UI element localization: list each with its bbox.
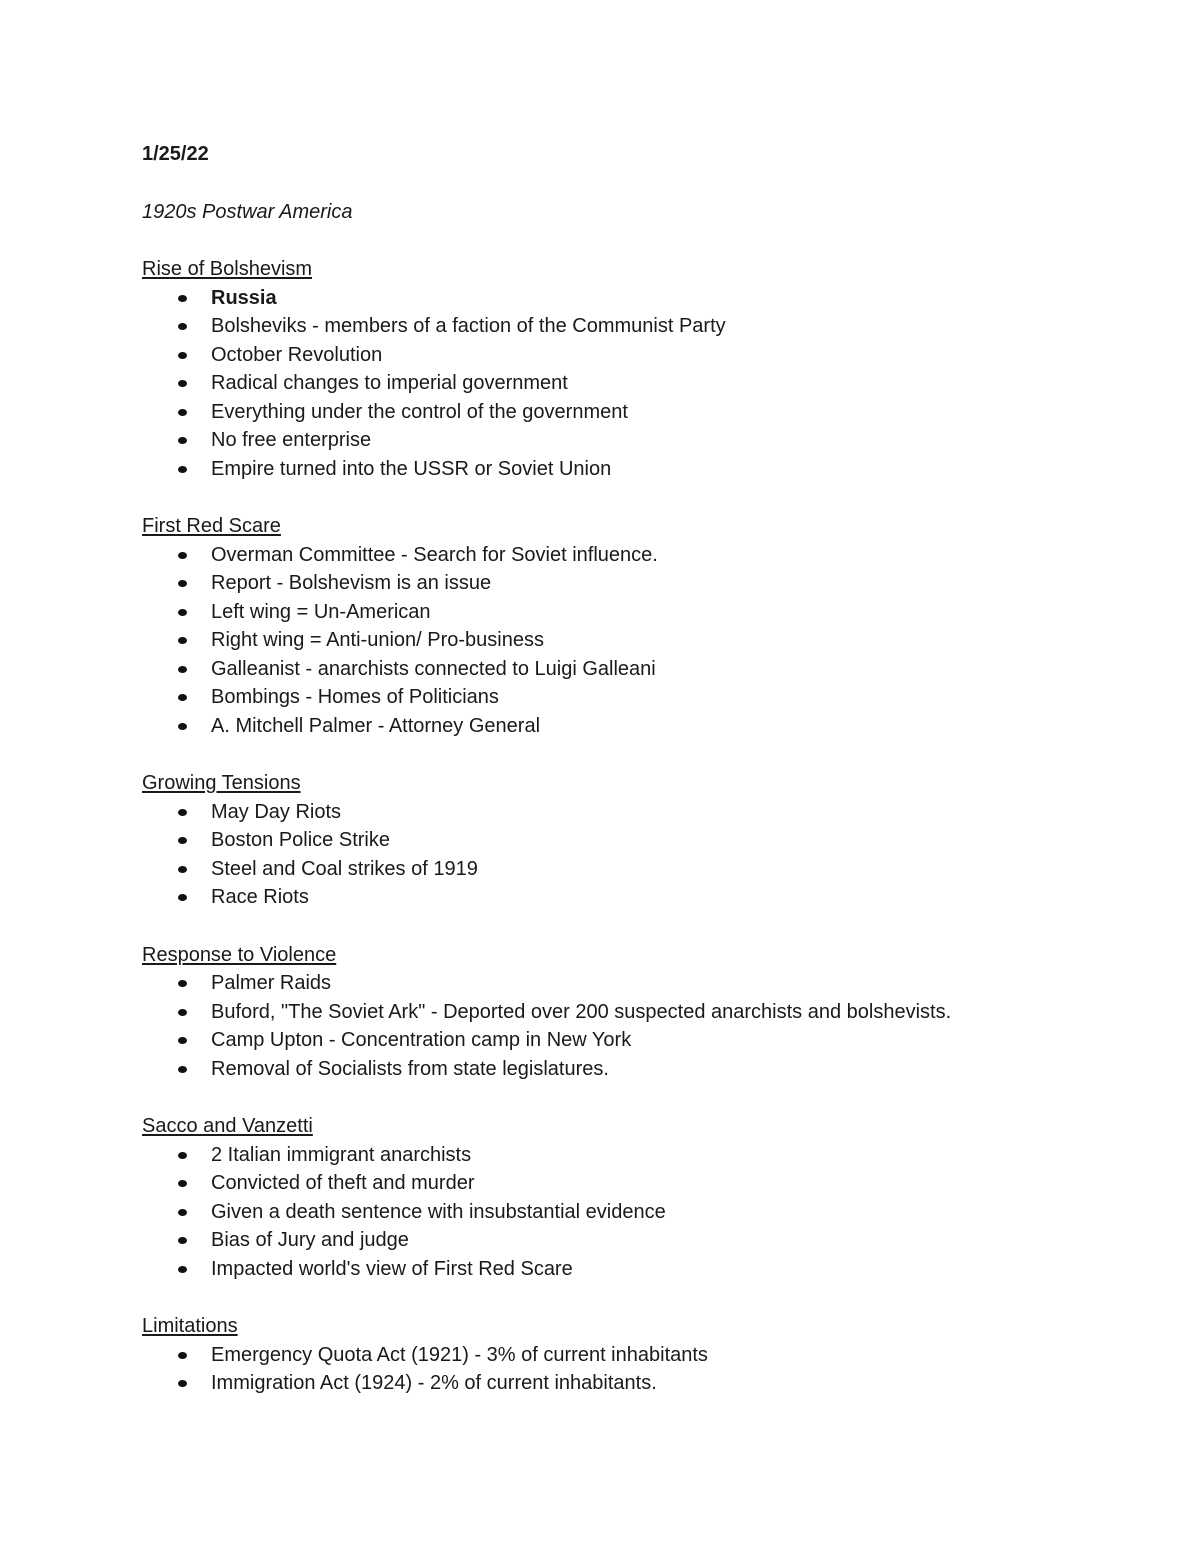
list-item: Galleanist - anarchists connected to Luigi Galleani: [142, 655, 1122, 684]
bullet-icon: [178, 609, 187, 616]
bullet-icon: [178, 1237, 187, 1244]
bullet-list: [142, 798, 1122, 912]
list-item: Immigration Act (1924) - 2% of current inhabitants.: [142, 1369, 1122, 1398]
list-item: A. Mitchell Palmer - Attorney General: [142, 712, 1122, 741]
bullet-icon: [178, 466, 187, 473]
bullet-list: [142, 969, 1122, 1083]
bullet-icon: [178, 352, 187, 359]
list-item: Buford, "The Soviet Ark" - Deported over 200 suspected anarchists and bolshevists.: [142, 998, 1122, 1027]
list-item: Everything under the control of the government: [142, 398, 1122, 427]
list-item: Overman Committee - Search for Soviet influence.: [142, 541, 1122, 570]
section-limitations: [142, 1312, 1122, 1398]
list-item: Impacted world's view of First Red Scare: [142, 1255, 1122, 1284]
list-item: Right wing = Anti-union/ Pro-business: [142, 626, 1122, 655]
section-heading: First Red Scare: [142, 515, 281, 537]
bullet-icon: [178, 552, 187, 559]
list-item: No free enterprise: [142, 426, 1122, 455]
section-response-to-violence: [142, 941, 1122, 1084]
bullet-icon: [178, 580, 187, 587]
bullet-icon: [178, 1209, 187, 1216]
section-heading: Growing Tensions: [142, 772, 301, 794]
list-item: Report - Bolshevism is an issue: [142, 569, 1122, 598]
bullet-list: [142, 541, 1122, 741]
list-item: Bombings - Homes of Politicians: [142, 683, 1122, 712]
list-item: Radical changes to imperial government: [142, 369, 1122, 398]
bullet-icon: [178, 409, 187, 416]
section-heading: Sacco and Vanzetti: [142, 1115, 313, 1137]
list-item: Left wing = Un-American: [142, 598, 1122, 627]
bullet-icon: [178, 295, 187, 302]
list-item: Steel and Coal strikes of 1919: [142, 855, 1122, 884]
list-item: Emergency Quota Act (1921) - 3% of current inhabitants: [142, 1341, 1122, 1370]
list-item: Convicted of theft and murder: [142, 1169, 1122, 1198]
bullet-icon: [178, 1180, 187, 1187]
list-item: May Day Riots: [142, 798, 1122, 827]
list-item: Palmer Raids: [142, 969, 1122, 998]
bullet-icon: [178, 637, 187, 644]
list-item: Given a death sentence with insubstantial evidence: [142, 1198, 1122, 1227]
bullet-icon: [178, 1009, 187, 1016]
list-item: Race Riots: [142, 883, 1122, 912]
bullet-icon: [178, 1152, 187, 1159]
note-title: 1920s Postwar America: [142, 201, 353, 223]
bullet-list: [142, 284, 1122, 484]
bullet-icon: [178, 837, 187, 844]
section-sacco-and-vanzetti: [142, 1112, 1122, 1283]
list-item: Boston Police Strike: [142, 826, 1122, 855]
bullet-icon: [178, 694, 187, 701]
bullet-list: [142, 1141, 1122, 1284]
bullet-icon: [178, 809, 187, 816]
bullet-icon: [178, 866, 187, 873]
bullet-icon: [178, 666, 187, 673]
list-item: Bias of Jury and judge: [142, 1226, 1122, 1255]
section-growing-tensions: [142, 769, 1122, 912]
bullet-icon: [178, 1266, 187, 1273]
list-item: October Revolution: [142, 341, 1122, 370]
bullet-list: [142, 1341, 1122, 1398]
bullet-icon: [178, 723, 187, 730]
list-item: Bolsheviks - members of a faction of the Communist Party: [142, 312, 1122, 341]
section-first-red-scare: [142, 512, 1122, 740]
bullet-icon: [178, 1066, 187, 1073]
bullet-icon: [178, 1380, 187, 1387]
list-item: Removal of Socialists from state legislatures.: [142, 1055, 1122, 1084]
bullet-icon: [178, 437, 187, 444]
bullet-icon: [178, 1037, 187, 1044]
list-item: 2 Italian immigrant anarchists: [142, 1141, 1122, 1170]
bullet-icon: [178, 1352, 187, 1359]
section-rise-of-bolshevism: [142, 255, 1122, 483]
bullet-icon: [178, 323, 187, 330]
bullet-icon: [178, 980, 187, 987]
list-item: Empire turned into the USSR or Soviet Union: [142, 455, 1122, 484]
note-date: 1/25/22: [142, 143, 209, 165]
document-page: [142, 140, 1122, 1398]
bullet-icon: [178, 894, 187, 901]
section-heading: Response to Violence: [142, 943, 337, 966]
list-item: Russia: [142, 284, 1122, 313]
section-heading: Limitations: [142, 1315, 238, 1337]
bullet-icon: [178, 380, 187, 387]
section-heading: Rise of Bolshevism: [142, 258, 313, 280]
list-item: Camp Upton - Concentration camp in New York: [142, 1026, 1122, 1055]
